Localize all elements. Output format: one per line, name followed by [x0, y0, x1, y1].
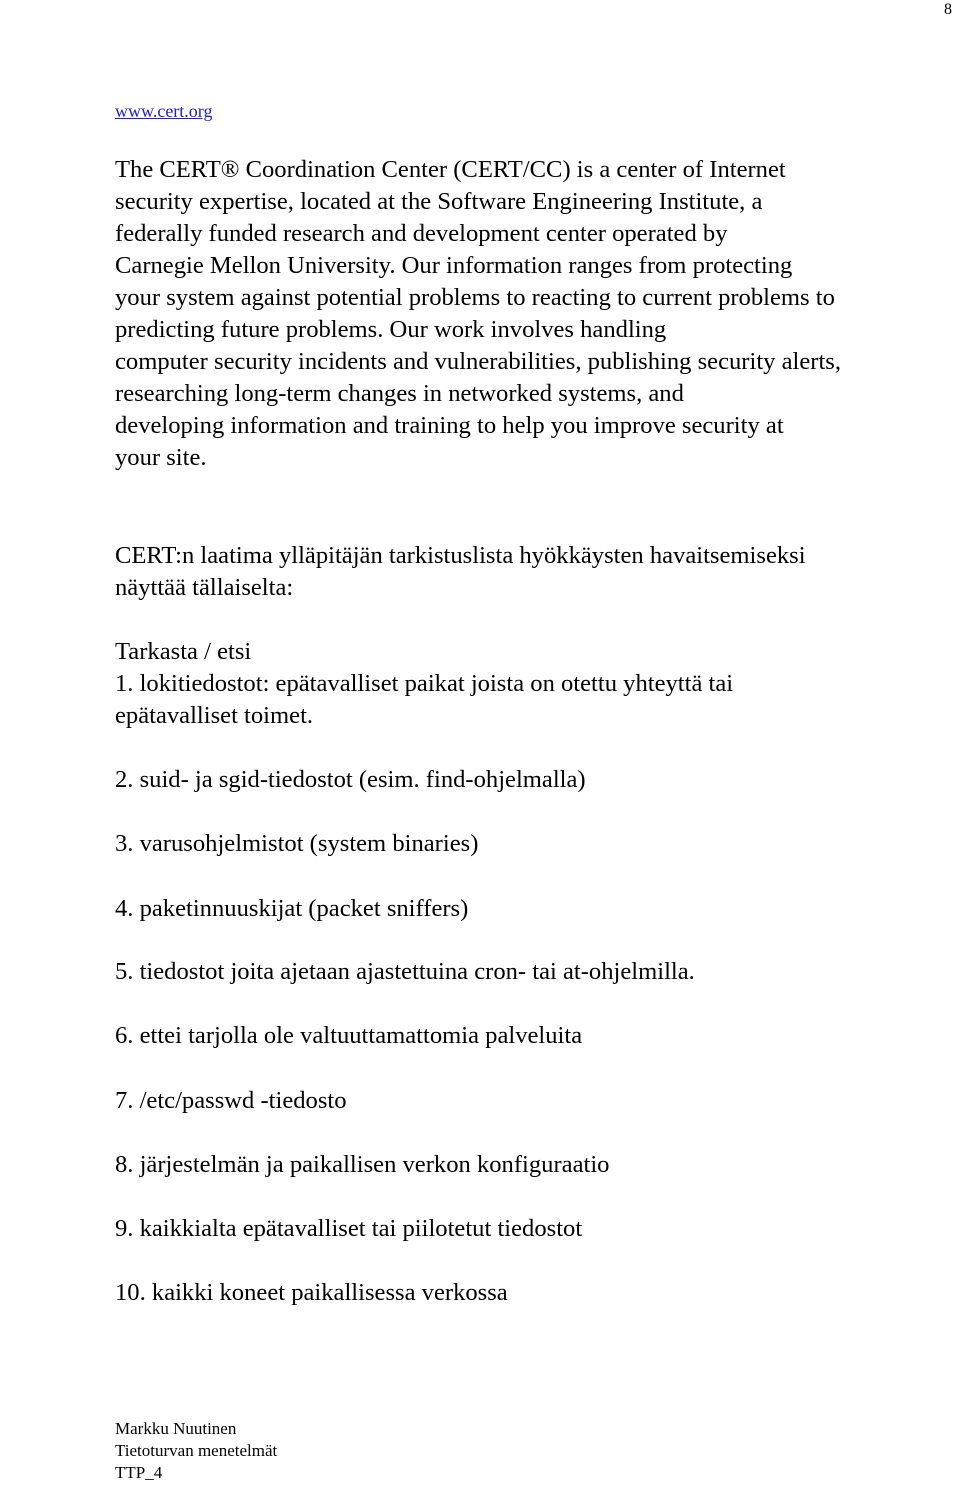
intro-line: your site.	[115, 444, 207, 471]
checklist-item: 3. varusohjelmistot (system binaries)	[115, 830, 479, 857]
intro-line: your system against potential problems to reacting to current problems to	[115, 284, 835, 311]
intro-line: computer security incidents and vulnerabilities, publishing security alerts,	[115, 348, 842, 375]
intro-line: predicting future problems. Our work involves handling	[115, 316, 667, 343]
checklist-item: 9. kaikkialta epätavalliset tai piilotetut tiedostot	[115, 1215, 583, 1242]
intro-line: Carnegie Mellon University. Our information ranges from protecting	[115, 252, 793, 279]
checklist-intro	[115, 540, 955, 604]
footer-author: Markku Nuutinen	[115, 1419, 237, 1438]
checklist-item: 7. /etc/passwd -tiedosto	[115, 1087, 347, 1114]
cert-link[interactable]: www.cert.org	[115, 101, 213, 121]
footer-code: TTP_4	[115, 1463, 163, 1482]
footer-course: Tietoturvan menetelmät	[115, 1441, 278, 1460]
checklist-item: 6. ettei tarjolla ole valtuuttamattomia palveluita	[115, 1022, 583, 1049]
checklist-item: 10. kaikki koneet paikallisessa verkossa	[115, 1279, 508, 1306]
checklist-heading-block	[115, 636, 955, 732]
checklist-item: 2. suid- ja sgid-tiedostot (esim. find-ohjelmalla)	[115, 766, 586, 793]
checklist-item-1: 1. lokitiedostot: epätavalliset paikat joista on otettu yhteyttä tai	[115, 670, 734, 697]
intro-line: The CERT® Coordination Center (CERT/CC) is a center of Internet	[115, 156, 786, 183]
checklist-item-1-cont: epätavalliset toimet.	[115, 702, 314, 729]
intro-paragraph	[115, 154, 955, 474]
intro-line: security expertise, located at the Software Engineering Institute, a	[115, 188, 763, 215]
checklist-item: 5. tiedostot joita ajetaan ajastettuina cron- tai at-ohjelmilla.	[115, 958, 695, 985]
checklist-intro-line: CERT:n laatima ylläpitäjän tarkistuslista hyökkäysten havaitsemiseksi	[115, 542, 806, 569]
footer	[115, 1418, 277, 1484]
intro-line: researching long-term changes in networked systems, and	[115, 380, 684, 407]
checklist-heading: Tarkasta / etsi	[115, 638, 252, 665]
checklist-item: 8. järjestelmän ja paikallisen verkon konfiguraatio	[115, 1151, 610, 1178]
checklist-intro-line: näyttää tällaiselta:	[115, 574, 294, 601]
intro-line: developing information and training to help you improve security at	[115, 412, 784, 439]
checklist-item: 4. paketinnuuskijat (packet sniffers)	[115, 895, 469, 922]
page-number: 8	[944, 1, 952, 18]
intro-line: federally funded research and development center operated by	[115, 220, 728, 247]
